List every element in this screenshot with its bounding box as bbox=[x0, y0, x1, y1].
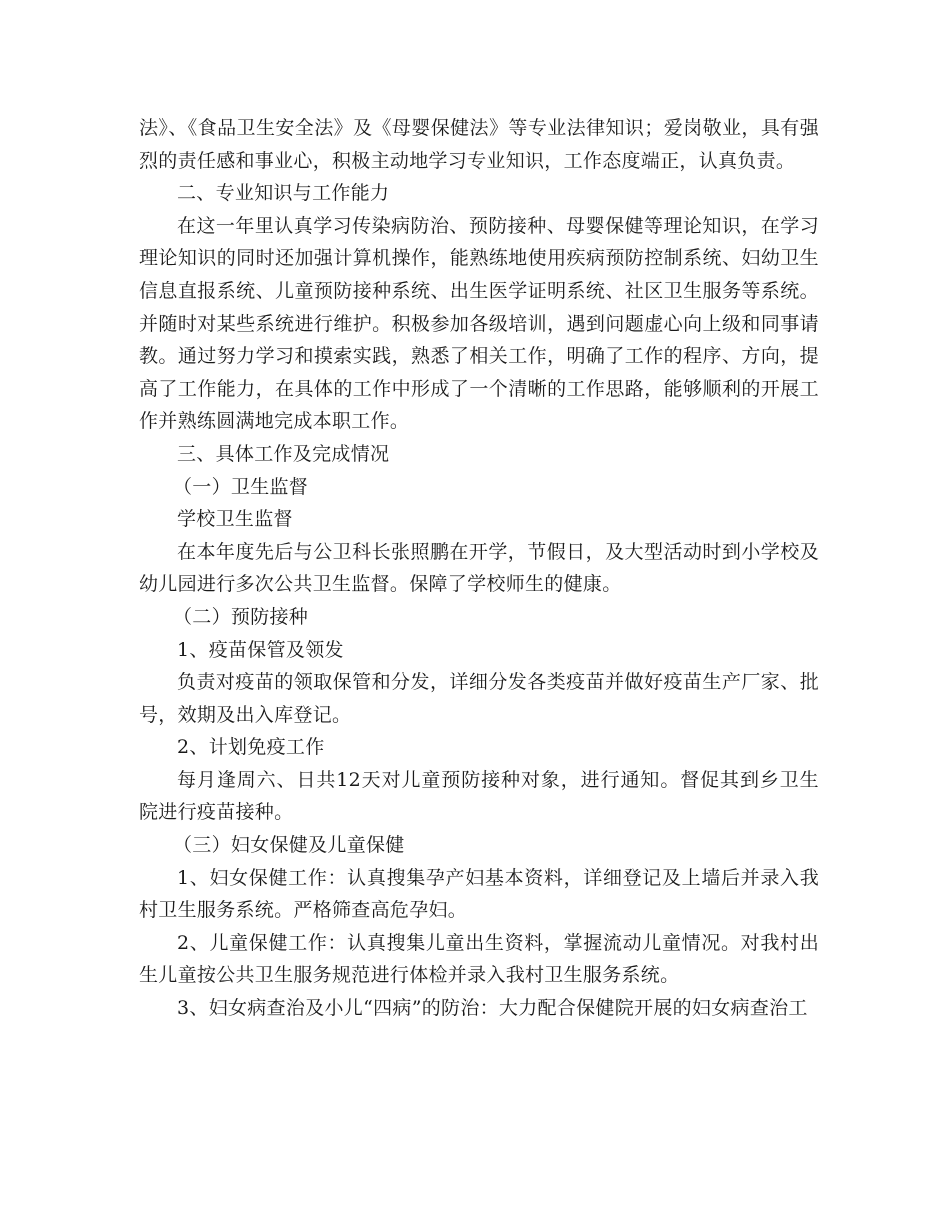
subheading-vaccination: （二）预防接种 bbox=[173, 605, 309, 628]
paragraph-child-health: 2、儿童保健工作：认真搜集儿童出生资料，掌握流动儿童情况。对我村出生儿童按公共卫生服务规范进行体检并录入我村卫生服务系统。 bbox=[139, 931, 819, 987]
paragraph-disease-prevention: 3、妇女病查治及小儿“四病”的防治：大力配合保健院开展的妇女病查治工 bbox=[177, 997, 808, 1020]
document-body bbox=[139, 112, 819, 1025]
paragraph-study-and-skills: 在这一年里认真学习传染病防治、预防接种、母婴保健等理论知识，在学习理论知识的同时还加强计算机操作，能熟练地使用疾病预防控制系统、妇幼卫生信息直报系统、儿童预防接种系统、出生医学证明系统、社区卫生服务等系统。并随时对某些系统进行维护。积极参加各级培训，遇到问题虚心向上级和同事请教。通过努力学习和摸索实践，熟悉了相关工作，明确了工作的程序、方向，提高了工作能力，在具体的工作中形成了一个清晰的工作思路，能够顺利的开展工作并熟练圆满地完成本职工作。 bbox=[139, 214, 819, 433]
subheading-women-children-health: （三）妇女保健及儿童保健 bbox=[173, 834, 405, 857]
paragraph-school-supervision: 在本年度先后与公卫科长张照鹏在开学，节假日，及大型活动时到小学校及幼儿园进行多次公共卫生监督。保障了学校师生的健康。 bbox=[139, 540, 819, 596]
paragraph-laws-continuation: 法》、《食品卫生安全法》及《母婴保健法》等专业法律知识；爱岗敬业，具有强烈的责任感和事业心，积极主动地学习专业知识，工作态度端正，认真负责。 bbox=[139, 117, 819, 172]
heading-specific-work: 三、具体工作及完成情况 bbox=[177, 442, 390, 465]
heading-professional-knowledge: 二、专业知识与工作能力 bbox=[177, 182, 390, 205]
label-immunization-plan: 2、计划免疫工作 bbox=[177, 736, 325, 759]
subheading-health-supervision: （一）卫生监督 bbox=[173, 475, 309, 498]
label-vaccine-storage: 1、疫苗保管及领发 bbox=[177, 638, 344, 661]
label-school-supervision: 学校卫生监督 bbox=[177, 508, 293, 531]
paragraph-vaccine-storage: 负责对疫苗的领取保管和分发，详细分发各类疫苗并做好疫苗生产厂家、批号，效期及出入库登记。 bbox=[139, 671, 819, 726]
paragraph-women-health: 1、妇女保健工作：认真搜集孕产妇基本资料，详细登记及上墙后并录入我村卫生服务系统。严格筛查高危孕妇。 bbox=[139, 866, 819, 922]
paragraph-immunization-plan: 每月逢周六、日共12天对儿童预防接种对象，进行通知。督促其到乡卫生院进行疫苗接种。 bbox=[139, 768, 819, 824]
